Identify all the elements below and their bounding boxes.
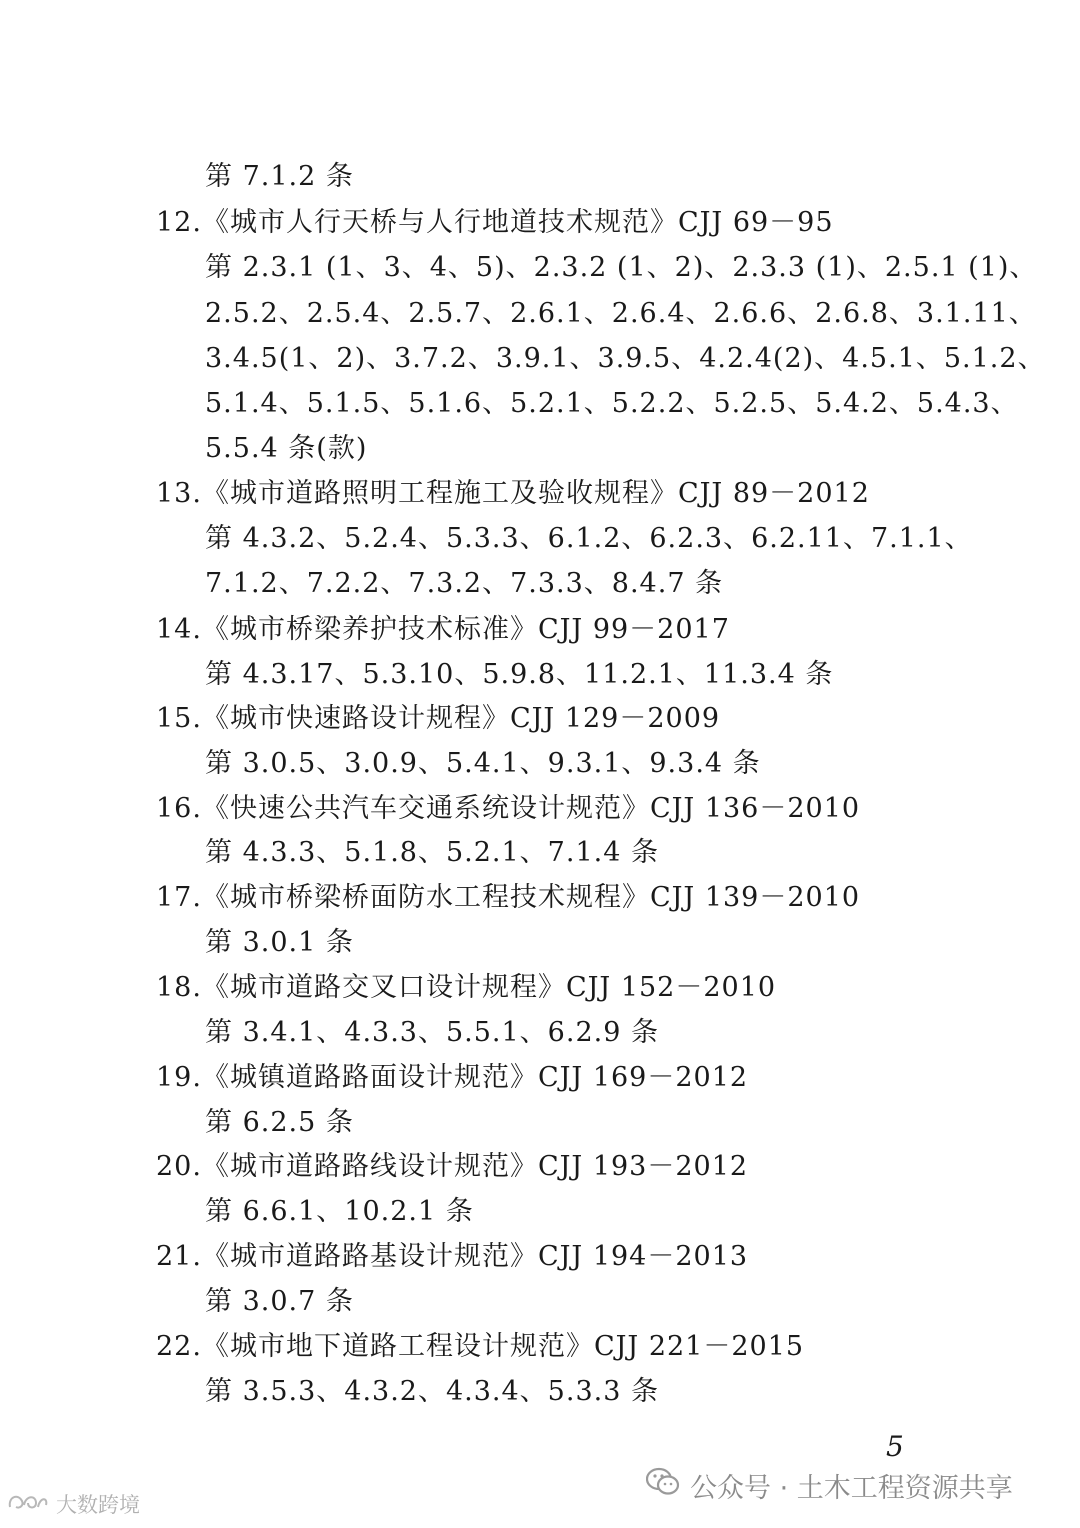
standard-title: 20.《城市道路路线设计规范》CJJ 193－2012 xyxy=(156,1151,749,1182)
clause-line: 第 3.0.7 条 xyxy=(205,1286,354,1317)
clause-line: 第 3.5.3、4.3.2、4.3.4、5.3.3 条 xyxy=(205,1376,659,1407)
clause-line: 第 4.3.2、5.2.4、5.3.3、6.1.2、6.2.3、6.2.11、7.1.1、 xyxy=(205,523,973,554)
clause-line: 第 6.6.1、10.2.1 条 xyxy=(205,1196,474,1227)
standard-title: 18.《城市道路交叉口设计规程》CJJ 152－2010 xyxy=(156,972,777,1003)
clause-line: 第 3.4.1、4.3.3、5.5.1、6.2.9 条 xyxy=(205,1017,659,1048)
clause-line: 5.1.4、5.1.5、5.1.6、5.2.1、5.2.2、5.2.5、5.4.2、5.4.3、 xyxy=(205,388,1019,419)
page-number: 5 xyxy=(886,1430,904,1463)
standard-title: 16.《快速公共汽车交通系统设计规范》CJJ 136－2010 xyxy=(156,793,861,824)
clause-line: 3.4.5(1、2)、3.7.2、3.9.1、3.9.5、4.2.4(2)、4.5.1、5.1.2、 xyxy=(205,343,1046,374)
standard-title: 21.《城市道路路基设计规范》CJJ 194－2013 xyxy=(156,1241,749,1272)
clause-line: 第 6.2.5 条 xyxy=(205,1107,354,1138)
standard-title: 17.《城市桥梁桥面防水工程技术规程》CJJ 139－2010 xyxy=(156,882,861,913)
clause-line: 第 3.0.1 条 xyxy=(205,927,354,958)
standard-title: 13.《城市道路照明工程施工及验收规程》CJJ 89－2012 xyxy=(156,478,870,509)
standard-title: 12.《城市人行天桥与人行地道技术规范》CJJ 69－95 xyxy=(156,207,834,238)
standard-title: 14.《城市桥梁养护技术标准》CJJ 99－2017 xyxy=(156,614,730,645)
standard-title: 22.《城市地下道路工程设计规范》CJJ 221－2015 xyxy=(156,1331,805,1362)
watermark-text: 大数跨境 xyxy=(56,1493,140,1517)
clause-line: 第 4.3.17、5.3.10、5.9.8、11.2.1、11.3.4 条 xyxy=(205,659,834,690)
watermark-right xyxy=(646,1465,1013,1505)
clause-line: 第 7.1.2 条 xyxy=(205,161,354,192)
watermark-text: 公众号 · 土木工程资源共享 xyxy=(690,1472,1013,1504)
clause-line: 第 4.3.3、5.1.8、5.2.1、7.1.4 条 xyxy=(205,837,659,868)
brand-logo-icon xyxy=(6,1489,50,1520)
clause-line: 7.1.2、7.2.2、7.3.2、7.3.3、8.4.7 条 xyxy=(205,568,724,599)
watermark-left xyxy=(6,1488,140,1520)
clause-line: 第 3.0.5、3.0.9、5.4.1、9.3.1、9.3.4 条 xyxy=(205,748,761,779)
clause-line: 第 2.3.1 (1、3、4、5)、2.3.2 (1、2)、2.3.3 (1)、2.5.1 (1)、 xyxy=(205,252,1038,283)
standard-title: 19.《城镇道路路面设计规范》CJJ 169－2012 xyxy=(156,1062,749,1093)
wechat-icon xyxy=(646,1467,680,1504)
standard-title: 15.《城市快速路设计规程》CJJ 129－2009 xyxy=(156,703,721,734)
clause-line: 5.5.4 条(款) xyxy=(205,433,368,464)
clause-line: 2.5.2、2.5.4、2.5.7、2.6.1、2.6.4、2.6.6、2.6.8、3.1.11、 xyxy=(205,298,1037,329)
